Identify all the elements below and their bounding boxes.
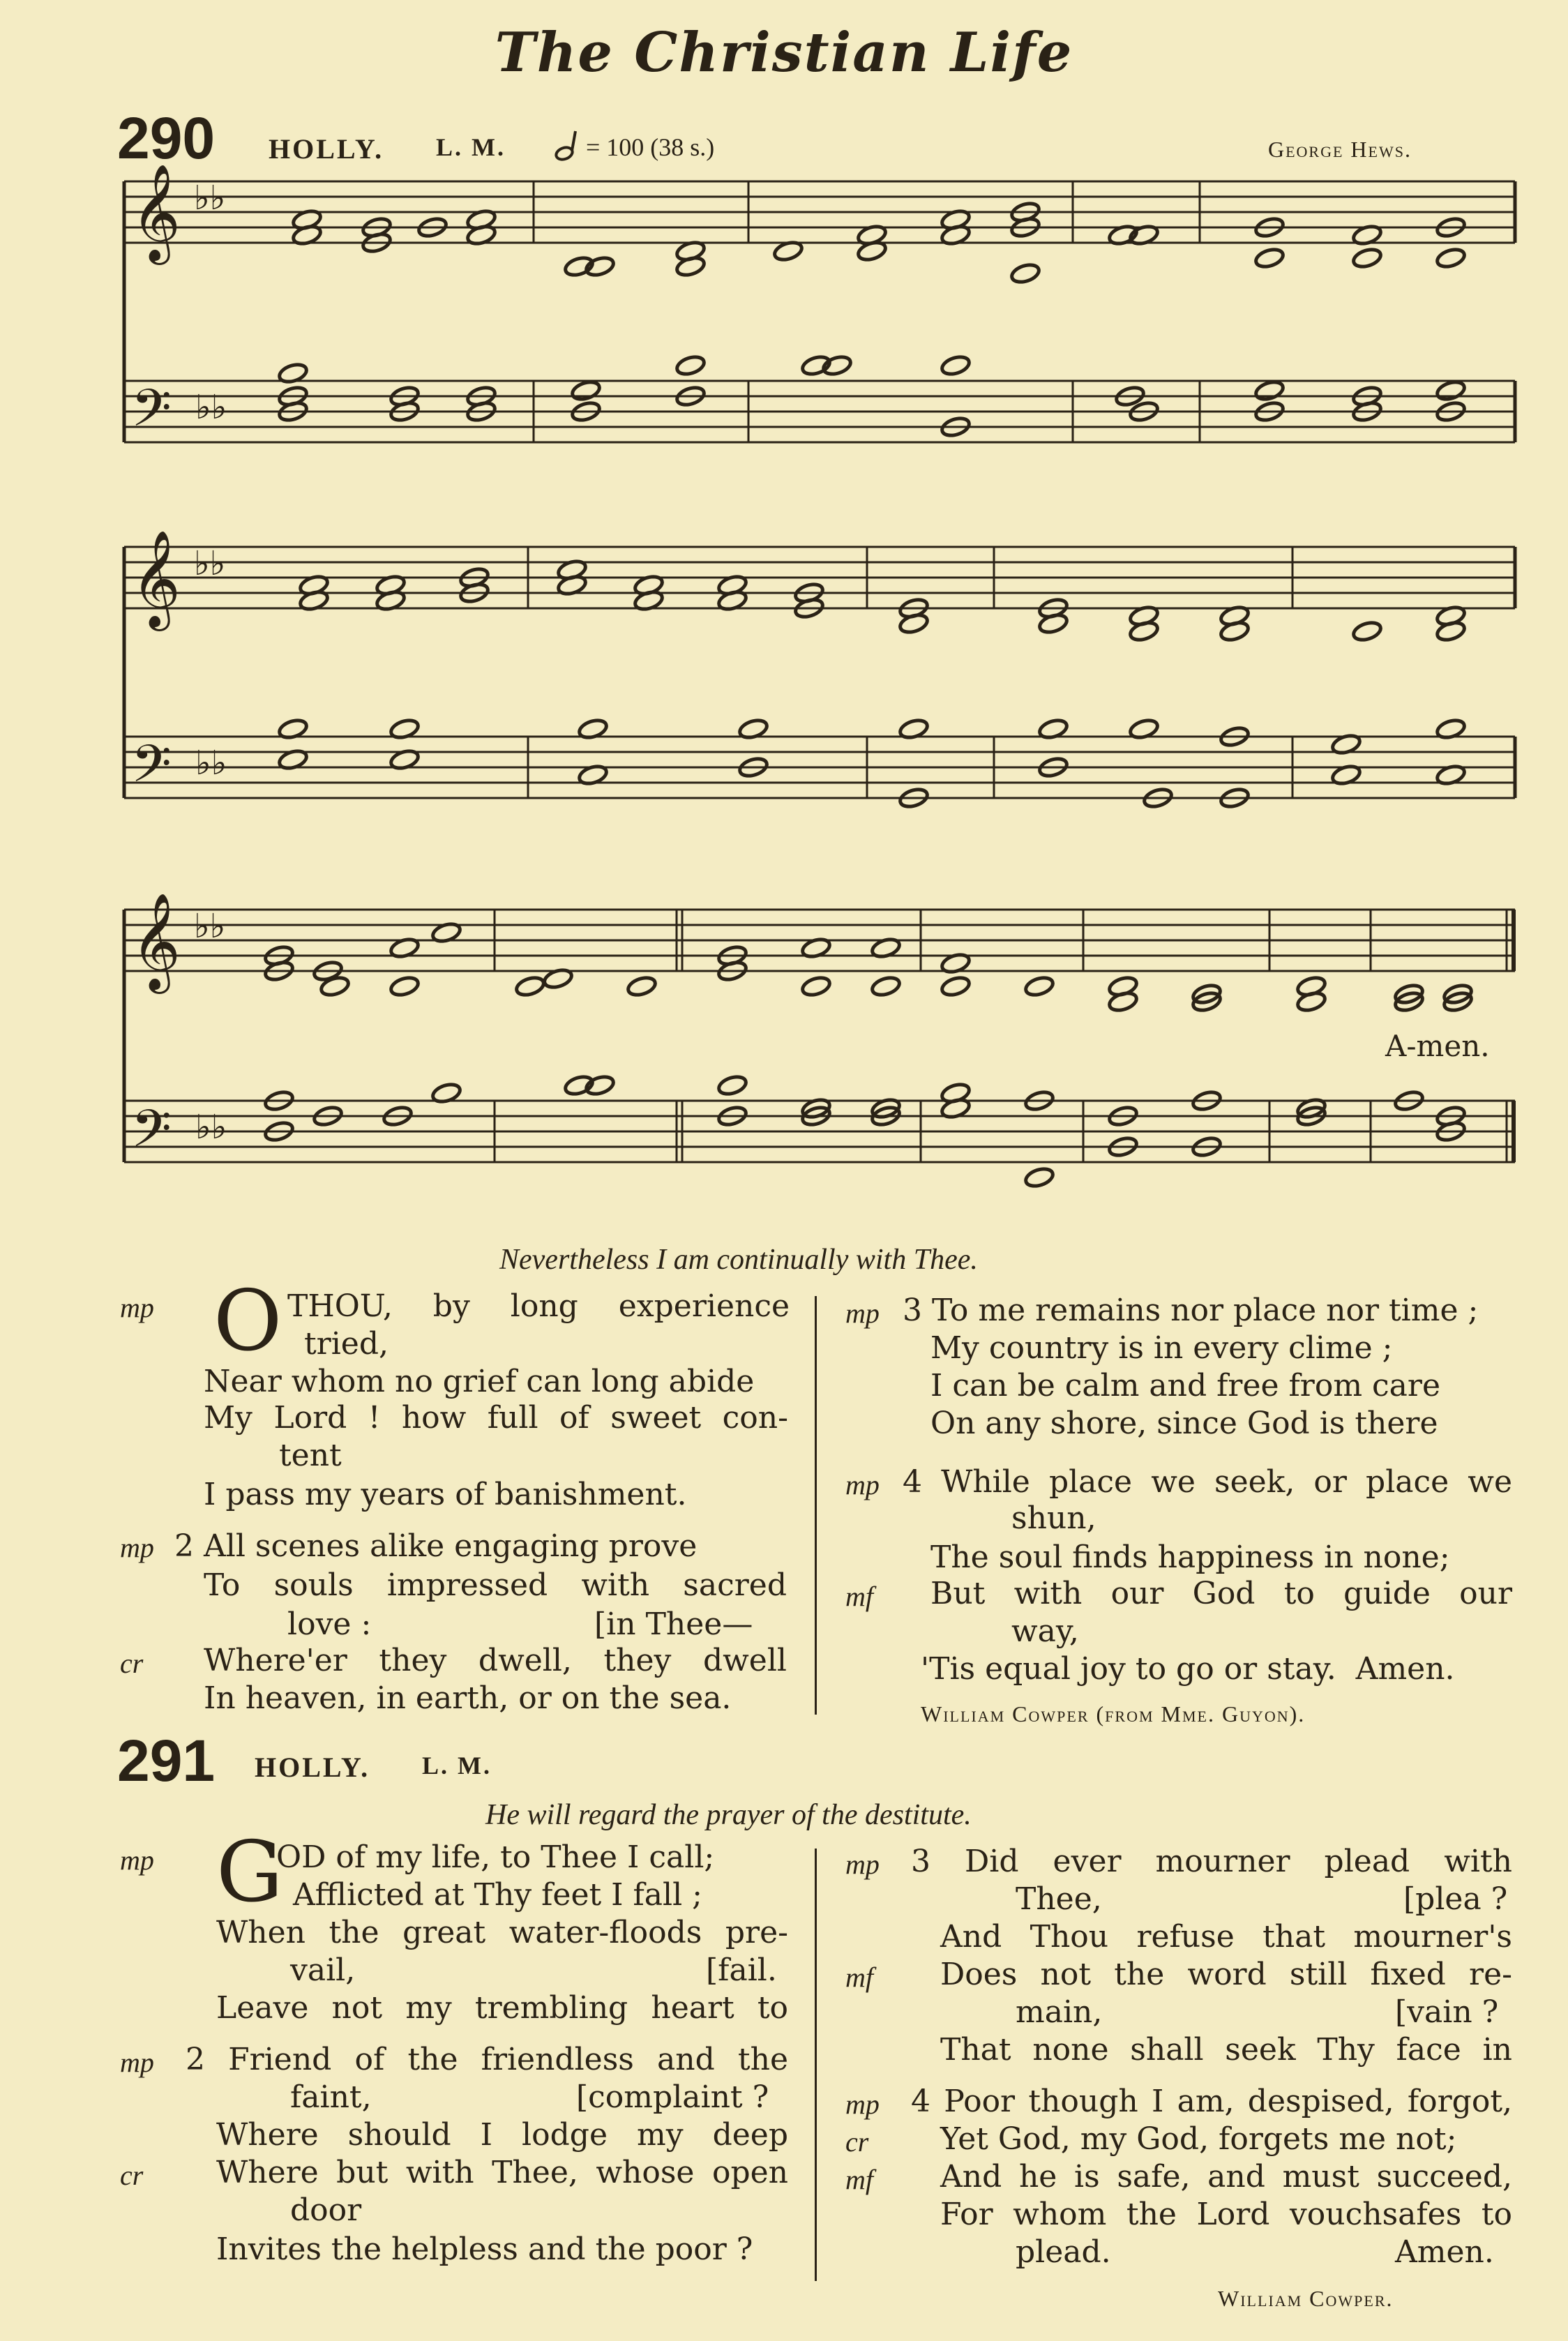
- composer-credit: George Hews.: [1268, 137, 1412, 162]
- verse-line: To souls impressed with sacred: [204, 1567, 787, 1603]
- dynamic-mark: mp: [120, 1292, 154, 1323]
- svg-text:𝄢: 𝄢: [131, 737, 172, 806]
- verse-line: THOU, by long experience: [287, 1288, 790, 1324]
- verse-line: way,: [1011, 1613, 1079, 1649]
- page-title: The Christian Life: [495, 21, 1073, 84]
- verse-line: Invites the helpless and the poor ?: [216, 2231, 753, 2267]
- epigraph-291: He will regard the prayer of the destitute.: [485, 1799, 972, 1831]
- svg-text:♭♭: ♭♭: [194, 180, 226, 217]
- tempo-marking: = 100 (38 s.): [586, 133, 715, 161]
- verse-line: On any shore, since God is there: [930, 1406, 1438, 1441]
- dynamic-mark: mp: [845, 2088, 880, 2120]
- verse-line: Yet God, my God, forgets me not;: [940, 2121, 1457, 2157]
- verse-line: 2 Friend of the friendless and the: [186, 2042, 788, 2077]
- dynamic-mark: cr: [120, 1648, 144, 1679]
- verse-line: 4 While place we seek, or place we: [903, 1464, 1512, 1500]
- verse-line: My country is in every clime ;: [930, 1330, 1393, 1366]
- verse-line: 'Tis equal joy to go or stay. Amen.: [921, 1651, 1455, 1687]
- verse-line: Where'er they dwell, they dwell: [204, 1643, 787, 1678]
- verse-line: But with our God to guide our: [930, 1576, 1512, 1611]
- verse-line: vail,: [290, 1952, 356, 1988]
- verse-line: 2 All scenes alike engaging prove: [174, 1528, 698, 1564]
- dynamic-mark: mp: [845, 1469, 880, 1500]
- verse-line: plead.: [1016, 2234, 1111, 2270]
- dynamic-mark: mf: [845, 1962, 873, 1993]
- verse-line: I pass my years of banishment.: [204, 1477, 687, 1512]
- verse-line: OD of my life, to Thee I call;: [276, 1839, 715, 1875]
- verse-line: Amen.: [1395, 2234, 1494, 2270]
- author-credit: William Cowper (from Mme. Guyon).: [921, 1701, 1306, 1726]
- verse-line: shun,: [1011, 1500, 1096, 1536]
- verse-line: Leave not my trembling heart to: [216, 1990, 788, 2026]
- dynamic-mark: mp: [845, 1849, 880, 1880]
- dynamic-mark: cr: [845, 2126, 869, 2158]
- dynamic-mark: cr: [120, 2160, 144, 2191]
- verse-line: [in Thee—: [594, 1606, 753, 1642]
- hymn-number-290: 290: [117, 105, 216, 171]
- tune-name-291: HOLLY.: [255, 1752, 370, 1783]
- verse-line: Where should I lodge my deep: [216, 2117, 788, 2153]
- verse-line: Afflicted at Thy feet I fall ;: [293, 1877, 702, 1913]
- verse-line: And he is safe, and must succeed,: [940, 2159, 1512, 2195]
- svg-text:♭♭: ♭♭: [195, 1109, 227, 1146]
- author-credit: William Cowper.: [1218, 2286, 1394, 2311]
- verse-line: faint,: [290, 2079, 372, 2115]
- verse-line: For whom the Lord vouchsafes to: [940, 2197, 1512, 2232]
- verse-line: That none shall seek Thy face in: [940, 2032, 1512, 2068]
- verse-line: [complaint ?: [576, 2079, 769, 2115]
- epigraph-290: Nevertheless I am continually with Thee.: [499, 1244, 978, 1276]
- dynamic-mark: mp: [120, 1844, 154, 1876]
- dynamic-mark: mf: [845, 1581, 873, 1612]
- dynamic-mark: mp: [120, 1532, 154, 1563]
- verse-line: Does not the word still fixed re-: [940, 1957, 1512, 1992]
- verse-line: [plea ?: [1403, 1881, 1508, 1917]
- verse-line: 3 Did ever mourner plead with: [911, 1844, 1512, 1879]
- svg-text:♭♭: ♭♭: [194, 908, 226, 945]
- verse-line: door: [290, 2192, 362, 2228]
- dynamic-mark: mp: [120, 2047, 154, 2078]
- verse-line: [fail.: [706, 1952, 777, 1988]
- verse-line: love :: [287, 1606, 372, 1642]
- verse-line: I can be calm and free from care: [930, 1368, 1440, 1403]
- amen-lyric: A-men.: [1385, 1029, 1490, 1063]
- svg-text:𝄢: 𝄢: [131, 1101, 172, 1170]
- tune-name-290: HOLLY.: [269, 133, 384, 165]
- verse-line: 3 To me remains nor place nor time ;: [903, 1293, 1479, 1328]
- meter-291: L. M.: [422, 1752, 492, 1779]
- svg-text:𝄞: 𝄞: [131, 532, 181, 625]
- verse-line: Thee,: [1016, 1881, 1102, 1917]
- verse-line: The soul finds happiness in none;: [930, 1540, 1450, 1575]
- verse-line: My Lord ! how full of sweet con-: [204, 1400, 788, 1436]
- verse-line: [vain ?: [1395, 1994, 1499, 2030]
- verse-line: In heaven, in earth, or on the sea.: [204, 1680, 732, 1716]
- dynamic-mark: mp: [845, 1297, 880, 1329]
- verse-line: main,: [1016, 1994, 1103, 2030]
- meter-290: L. M.: [436, 133, 506, 161]
- svg-text:𝄢: 𝄢: [131, 381, 172, 450]
- verse-line: Where but with Thee, whose open: [216, 2155, 788, 2190]
- svg-text:♭♭: ♭♭: [195, 745, 227, 782]
- dynamic-mark: mf: [845, 2164, 873, 2195]
- drop-cap: O: [213, 1273, 282, 1370]
- verse-line: tent: [279, 1438, 342, 1473]
- hymn-number-291: 291: [117, 1728, 216, 1793]
- drop-cap: G: [216, 1824, 283, 1921]
- verse-line: And Thou refuse that mourner's: [940, 1919, 1512, 1955]
- svg-text:♭♭: ♭♭: [194, 545, 226, 582]
- verse-line: Near whom no grief can long abide: [204, 1364, 755, 1399]
- svg-text:𝄞: 𝄞: [131, 895, 181, 988]
- verse-line: tried,: [304, 1326, 389, 1362]
- svg-text:𝄞: 𝄞: [131, 166, 181, 259]
- svg-text:♭♭: ♭♭: [195, 389, 227, 426]
- verse-line: 4 Poor though I am, despised, forgot,: [911, 2084, 1512, 2119]
- verse-line: When the great water-floods pre-: [216, 1915, 788, 1950]
